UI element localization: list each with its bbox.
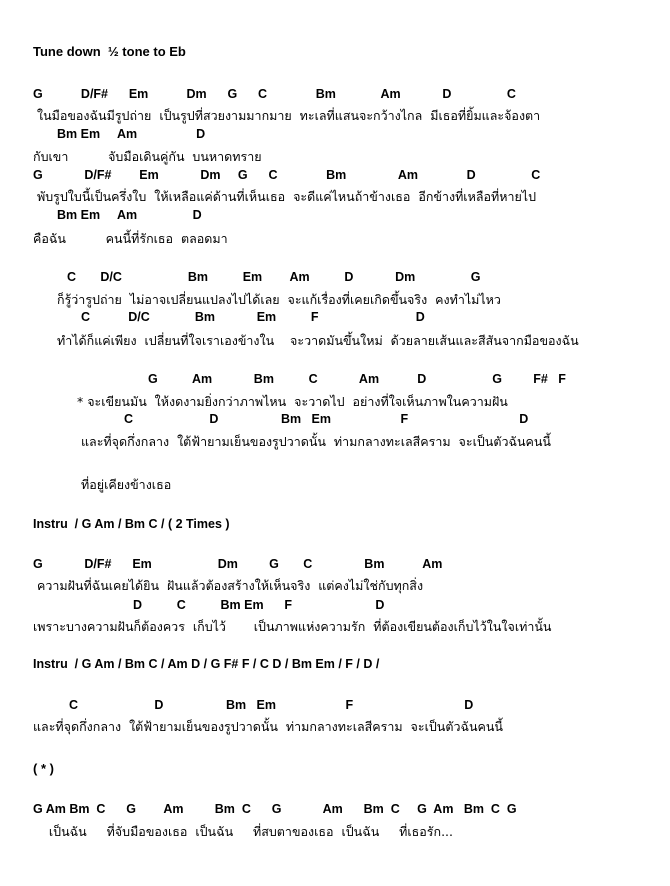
chord-line: G D/F# Em Dm G C Bm Am D C xyxy=(33,168,541,182)
lyric-line: พับรูปใบนี้เป็นครึ่งใบ ให้เหลือแค่ด้านที่เห็นเธอ จะดีแค่ไหนถ้าข้างเธอ อีกข้างที่เหลือที่หายไป xyxy=(33,189,537,204)
chord-line: C D Bm Em F D xyxy=(69,698,474,712)
tuning-note: Tune down ½ tone to Eb xyxy=(33,44,186,59)
lyric-line: ที่อยู่เคียงข้างเธอ xyxy=(81,477,172,492)
lyric-line: ก็รู้ว่ารูปถ่าย ไม่อาจเปลี่ยนแปลงไปได้เลย จะแก้เรื่องที่เคยเกิดขึ้นจริง คงทำไม่ไหว xyxy=(57,292,501,307)
chord-line: G Am Bm C Am D G F# F xyxy=(148,372,566,386)
lyric-line: และที่จุดกึ่งกลาง ใต้ฟ้ายามเย็นของรูปวาดนั้น ท่ามกลางทะเลสีคราม จะเป็นตัวฉันคนนี้ xyxy=(33,719,503,734)
instrumental-line: Instru / G Am / Bm C / Am D / G F# F / C D / Bm Em / F / D / xyxy=(33,657,380,671)
lyric-line: และที่จุดกึ่งกลาง ใต้ฟ้ายามเย็นของรูปวาดนั้น ท่ามกลางทะเลสีคราม จะเป็นตัวฉันคนนี้ xyxy=(81,434,551,449)
lyric-line: ในมือของฉันมีรูปถ่าย เป็นรูปที่สวยงามมากมาย ทะเลที่แสนจะกว้างไกล มีเธอที่ยิ้มและจ้องตา xyxy=(33,108,541,123)
lyric-line: ทำได้ก็แค่เพียง เปลี่ยนที่ใจเราเองข้างใน จะวาดมันขึ้นใหม่ ด้วยลายเส้นและสีสันจากมือของฉัน xyxy=(57,333,579,348)
chord-line: C D/C Bm Em F D xyxy=(81,310,425,324)
chord-line: C D/C Bm Em Am D Dm G xyxy=(67,270,481,284)
chord-line: G D/F# Em Dm G C Bm Am xyxy=(33,557,443,571)
chord-line: Bm Em Am D xyxy=(57,127,206,141)
lyric-line: ความฝันที่ฉันเคยได้ยิน ฝันแล้วต้องสร้างให้เห็นจริง แต่คงไม่ใช่กับทุกสิ่ง xyxy=(33,578,424,593)
chord-line: G Am Bm C G Am Bm C G Am Bm C G Am Bm C G xyxy=(33,802,517,816)
repeat-marker: ( * ) xyxy=(33,761,54,776)
lyric-line: คือฉัน คนนี้ที่รักเธอ ตลอดมา xyxy=(33,231,228,246)
lyric-line: * จะเขียนมัน ให้งดงามยิ่งกว่าภาพไหน จะวาดไป อย่างที่ใจเห็นภาพในความฝัน xyxy=(77,394,508,409)
chord-line: Bm Em Am D xyxy=(57,208,202,222)
instrumental-line: Instru / G Am / Bm C / ( 2 Times ) xyxy=(33,517,230,531)
chord-line: D C Bm Em F D xyxy=(133,598,385,612)
lyric-line: กับเขา จับมือเดินคู่กัน บนหาดทราย xyxy=(33,149,262,164)
chord-line: G D/F# Em Dm G C Bm Am D C xyxy=(33,87,516,101)
lyric-line: เป็นฉัน ที่จับมือของเธอ เป็นฉัน ที่สบตาของเธอ เป็นฉัน ที่เธอรัก... xyxy=(33,824,453,839)
chord-line: C D Bm Em F D xyxy=(124,412,529,426)
lyric-line: เพราะบางความฝันก็ต้องควร เก็บไว้ เป็นภาพแห่งความรัก ที่ต้องเขียนต้องเก็บไว้ในใจเท่านั้น xyxy=(33,619,552,634)
